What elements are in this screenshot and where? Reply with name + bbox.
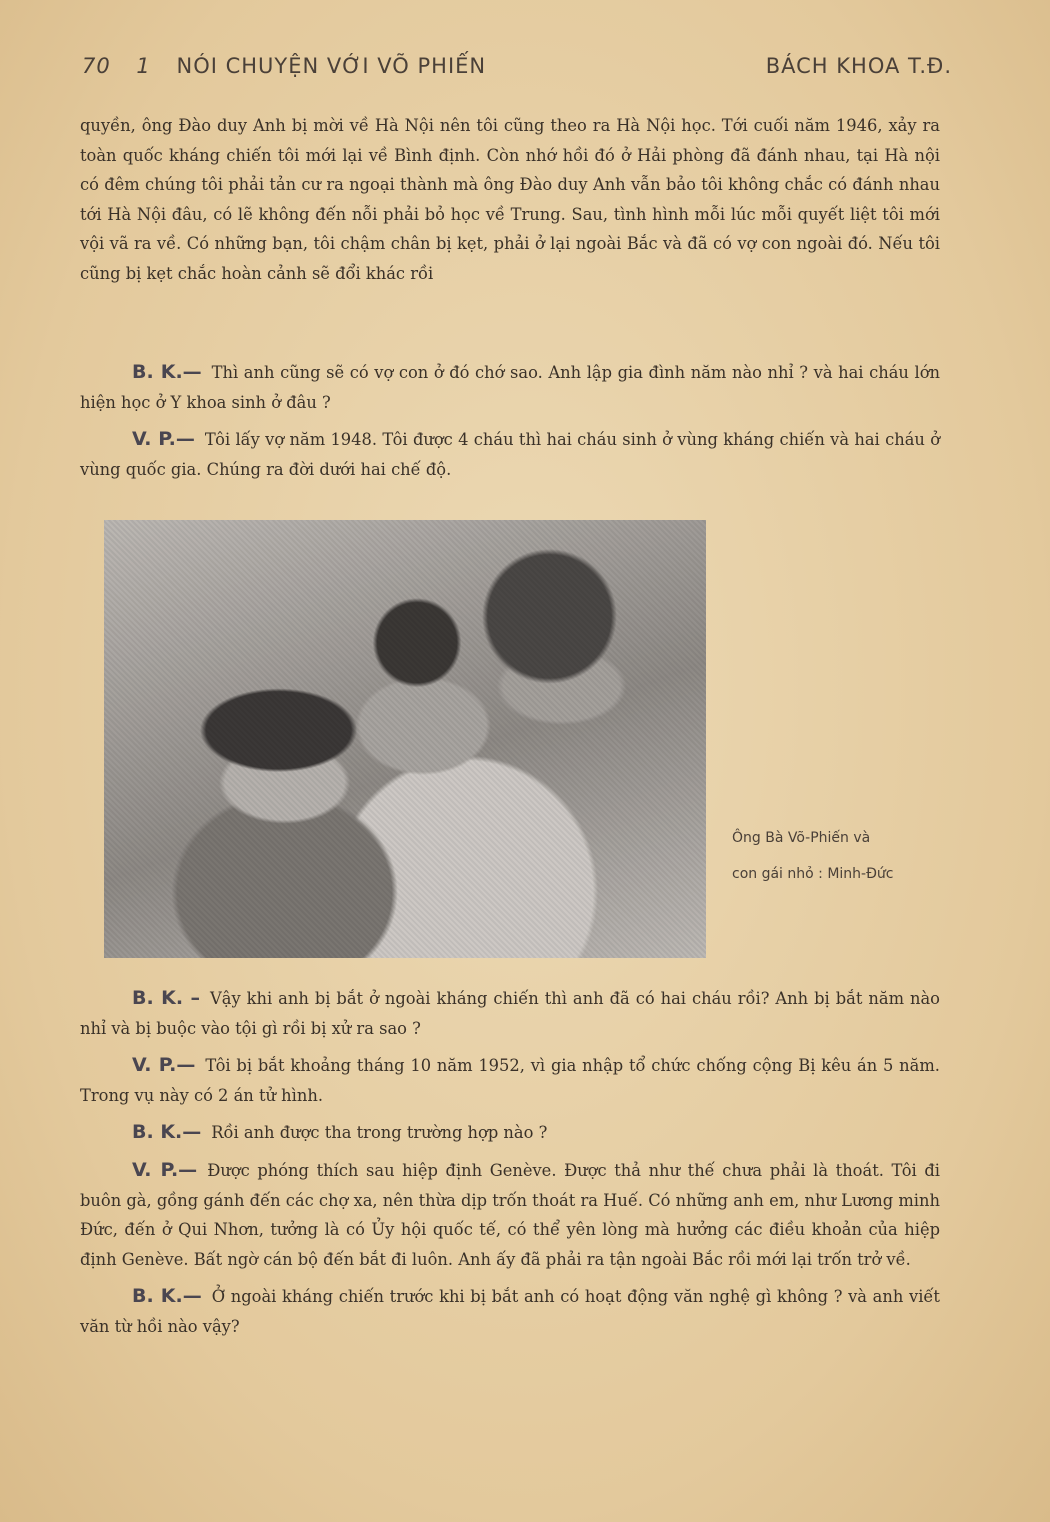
dialogue-text: Thì anh cũng sẽ có vợ con ở đó chớ sao. Anh lập gia đình năm nào nhỉ ? và hai cháu lớn hiện học ở Y khoa sinh ở đâu ? bbox=[80, 363, 940, 412]
caption-line: Ông Bà Võ-Phiến và bbox=[732, 830, 871, 846]
dialogue-turn bbox=[80, 358, 940, 417]
speaker-label: B. K.— bbox=[132, 1285, 202, 1308]
dialogue-text: Tôi bị bắt khoảng tháng 10 năm 1952, vì gia nhập tổ chức chống cộng Bị kêu án 5 năm. Trong vụ này có 2 án tử hình. bbox=[80, 1056, 940, 1105]
page-number: 70 bbox=[82, 54, 111, 78]
running-title: NÓI CHUYỆN VỚI VÕ PHIẾN bbox=[176, 54, 487, 78]
speaker-label: V. P.— bbox=[132, 428, 195, 450]
intro-paragraph bbox=[80, 111, 940, 289]
photo-caption bbox=[732, 820, 962, 892]
speaker-label: B. K.— bbox=[132, 361, 202, 383]
publication-name: BÁCH KHOA T.Đ. bbox=[765, 54, 952, 78]
dialogue-text: Được phóng thích sau hiệp định Genève. Được thả như thế chưa phải là thoát. Tôi đi buôn gà, gồng gánh đến các chợ xa, nên thừa dịp trốn thoát ra Huế. Có những anh em, như Lương minh Đức, đến ở Qui Nhơn, tưởng là có Ủy hội quốc tế, có thể yên lòng mà hưởng các điều khoản của hiệp định Genève. Bất ngờ cán bộ đến bắt đi luôn. Anh ấy đã phải ra tận ngoài Bắc rồi mới lại trốn trở về. bbox=[80, 1160, 940, 1269]
speaker-label: V. P.— bbox=[132, 1158, 198, 1181]
dialogue-text: Ở ngoài kháng chiến trước khi bị bắt anh có hoạt động văn nghệ gì không ? và anh viết văn từ hồi nào vậy? bbox=[80, 1287, 940, 1336]
intro-text: quyền, ông Đào duy Anh bị mời về Hà Nội nên tôi cũng theo ra Hà Nội học. Tới cuối năm 1946, xảy ra toàn quốc kháng chiến tôi mới lại về Bình định. Còn nhớ hồi đó ở Hải phòng đã đánh nhau, tại Hà nội có đêm chúng tôi phải tản cư ra ngoại thành mà ông Đào duy Anh vẫn bảo tôi không chắc có đánh nhau tới Hà Nội đâu, có lẽ không đến nỗi phải bỏ học về Trung. Sau, tình hình mỗi lúc mỗi quyết liệt tôi mới vội vã ra về. Có những bạn, tôi chậm chân bị kẹt, phải ở lại ngoài Bắc và đã có vợ con ngoài đó. Nếu tôi cũng bị kẹt chắc hoàn cảnh sẽ đổi khác rồi bbox=[80, 116, 940, 283]
caption-line: con gái nhỏ : Minh-Đức bbox=[732, 866, 894, 882]
dialogue-bottom bbox=[80, 984, 940, 1342]
speaker-label: B. K. – bbox=[132, 987, 200, 1009]
header-left bbox=[82, 54, 504, 78]
dialogue-turn bbox=[80, 425, 940, 484]
speaker-label: B. K.— bbox=[132, 1121, 202, 1144]
speaker-label: V. P.— bbox=[132, 1054, 196, 1077]
dialogue-text: Vậy khi anh bị bắt ở ngoài kháng chiến thì anh đã có hai cháu rồi? Anh bị bắt năm nào nhỉ và bị buộc vào tội gì rồi bị xử ra sao ? bbox=[80, 989, 940, 1038]
family-photo bbox=[104, 520, 706, 958]
dialogue-text: Tôi lấy vợ năm 1948. Tôi được 4 cháu thì hai cháu sinh ở vùng kháng chiến và hai cháu ở vùng quốc gia. Chúng ra đời dưới hai chế độ. bbox=[80, 430, 941, 479]
dialogue-text: Rồi anh được tha trong trường hợp nào ? bbox=[211, 1123, 548, 1143]
page-header bbox=[82, 50, 952, 82]
header-divider: 1 bbox=[136, 54, 151, 78]
